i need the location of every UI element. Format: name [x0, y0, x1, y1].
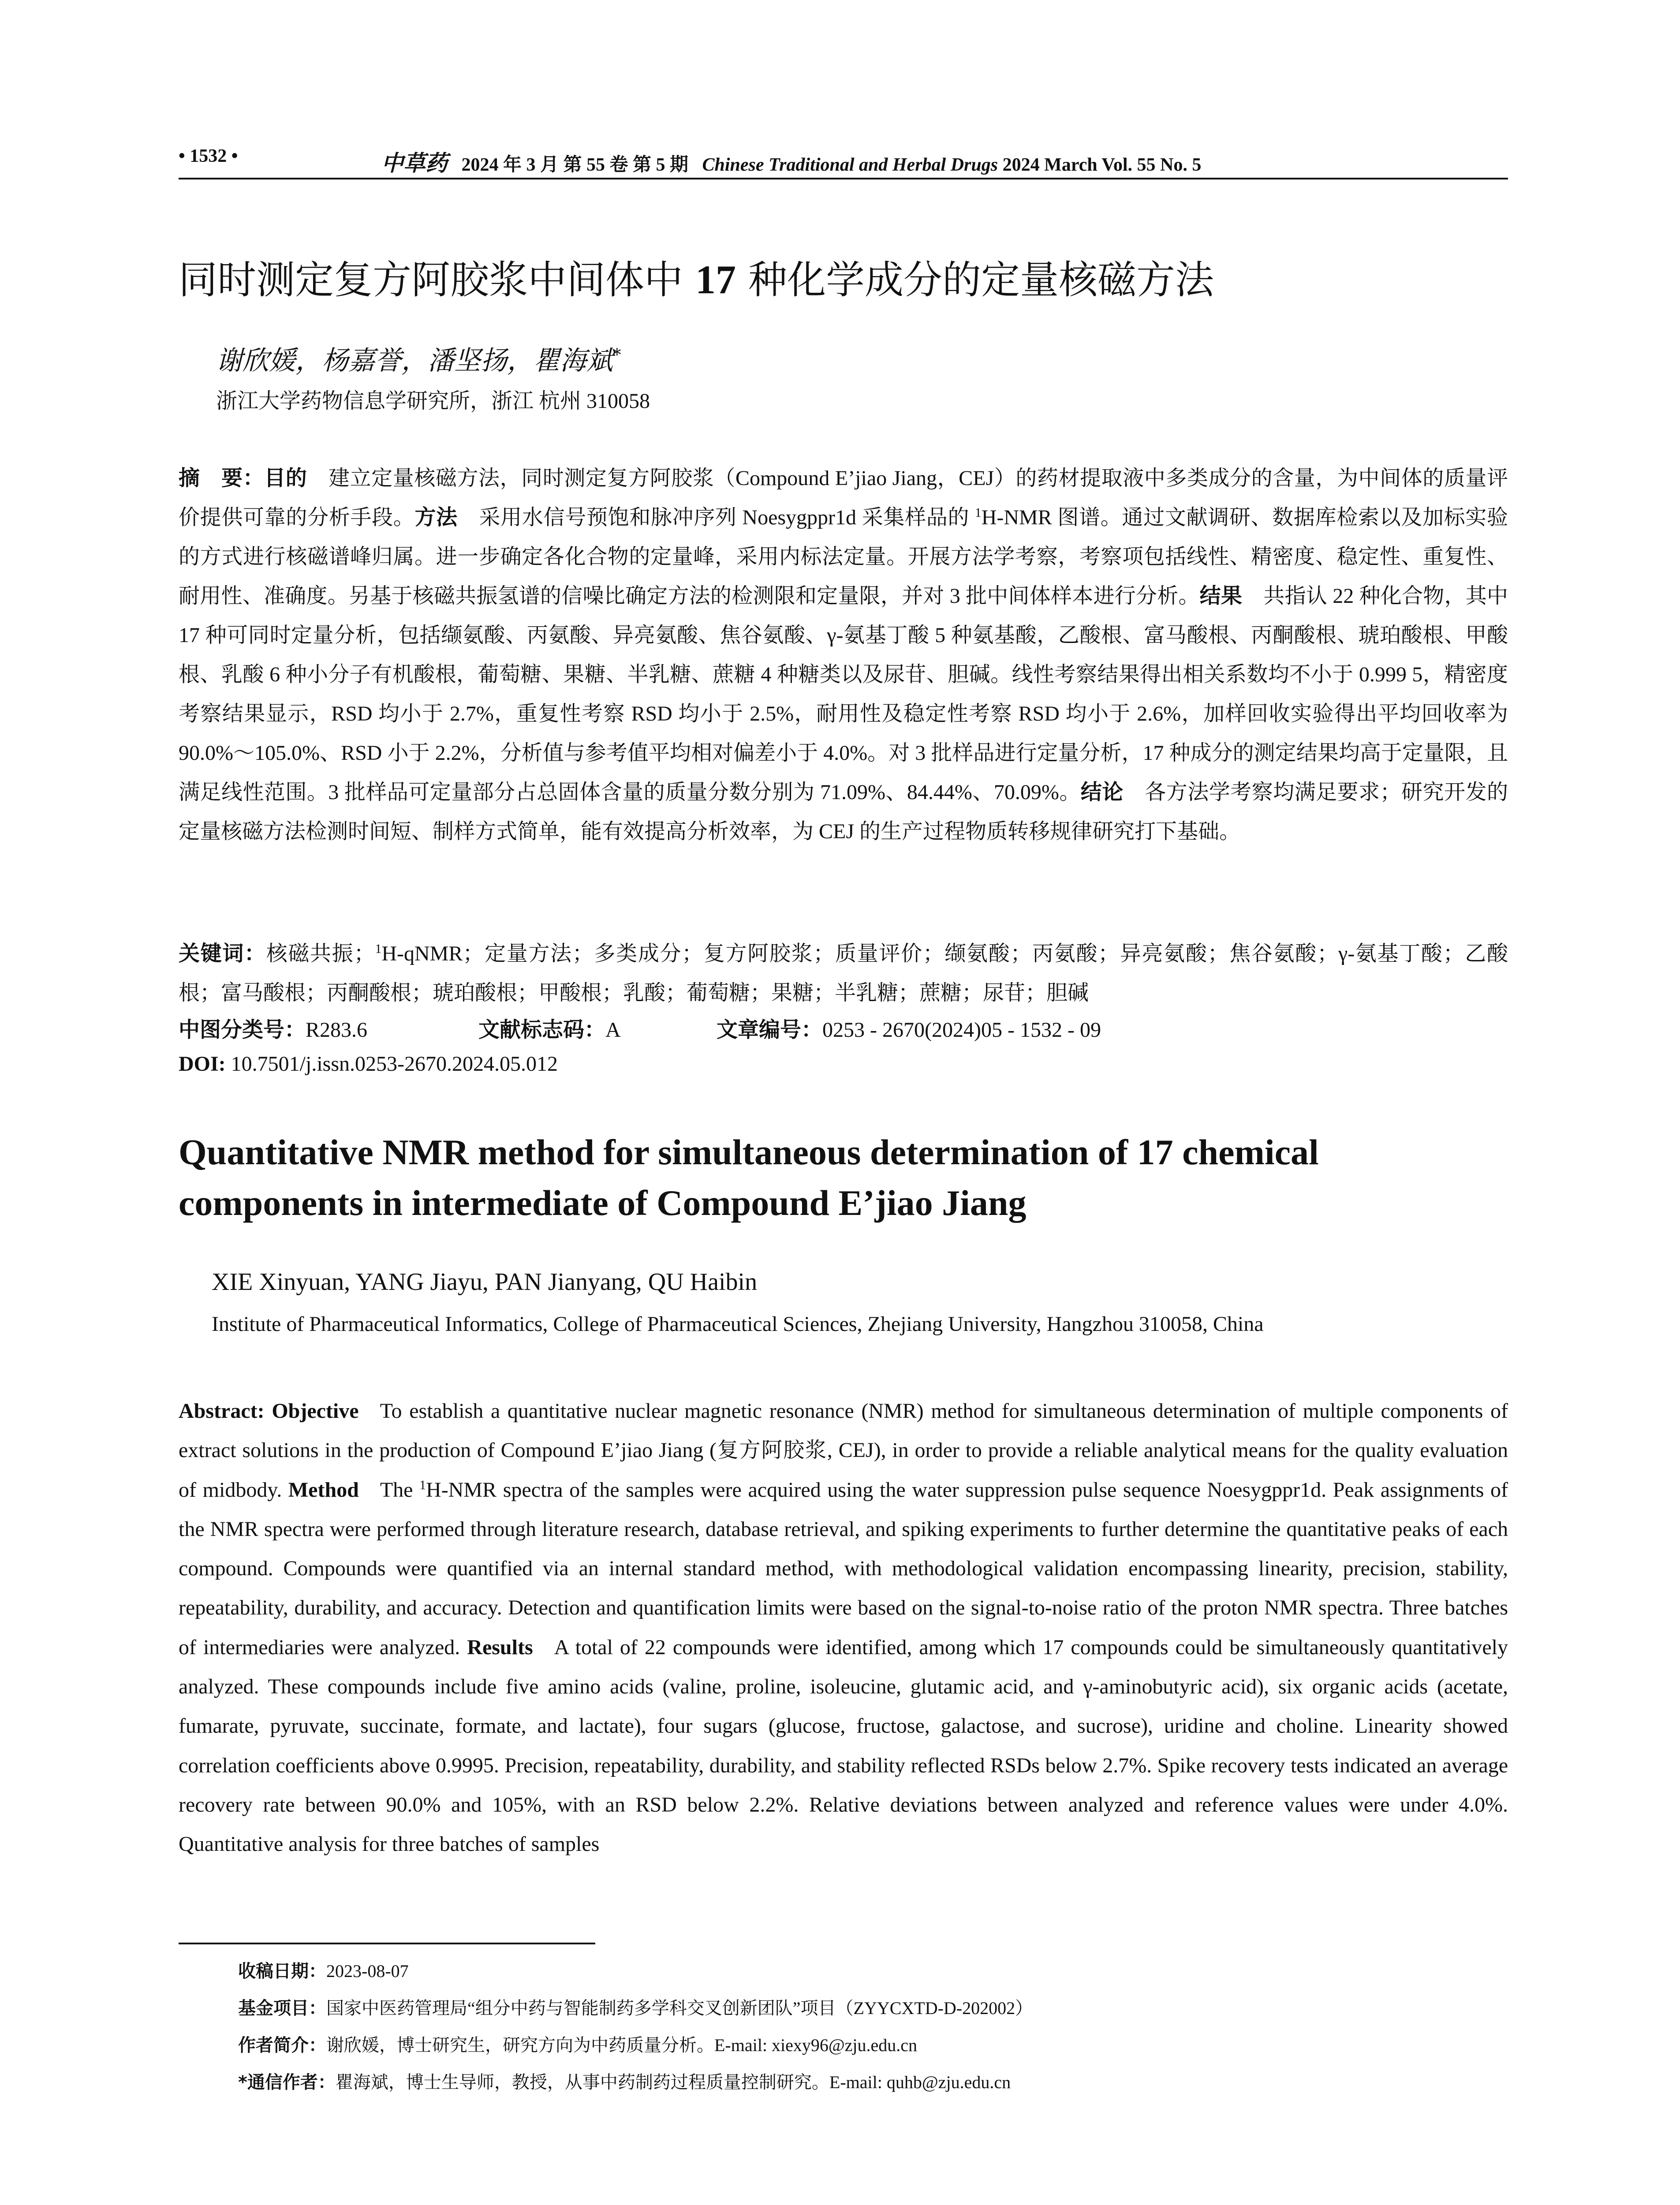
page-number: • 1532 •	[179, 146, 238, 166]
abstract-en: Abstract: Objective To establish a quantitative nuclear magnetic resonance (NMR) method for simultaneous determination of multiple components of extract solutions in the production of Compound E’jiao Jiang (复方阿胶浆, CEJ), in order to provide a reliable analytical means for the quality evaluation of midbody. Method The $^1$H-NMR spectra of the samples were acquired using the water suppression pulse sequence Noesygppr1d. Peak assignments of the NMR spectra were performed through literature research, database retrieval, and spiking experiments to further determine the quantitative peaks of each compound. Compounds were quantified via an internal standard method, with methodological validation encompassing linearity, precision, stability, repeatability, durability, and accuracy. Detection and quantification limits were based on the signal-to-noise ratio of the proton NMR spectra. Three batches of intermediaries were analyzed. Results A total of 22 compounds were identified, among which 17 compounds could be simultaneously quantitatively analyzed. These compounds include five amino acids (valine, proline, isoleucine, glutamic acid, and γ-aminobutyric acid), six organic acids (acetate, fumarate, pyruvate, succinate, formate, and lactate), four sugars (glucose, fructose, galactose, and sucrose), uridine and choline. Linearity showed correlation coefficients above 0.9995. Precision, repeatability, durability, and stability reflected RSDs below 2.7%. Spike recovery tests indicated an average recovery rate between 90.0% and 105%, with an RSD below 2.2%. Relative deviations between analyzed and reference values were under 4.0%. Quantitative analysis for three batches of samples	[179, 1399, 1508, 1856]
authors-en: XIE Xinyuan, YANG Jiayu, PAN Jianyang, QU Haibin	[212, 1268, 758, 1296]
journal-en: Chinese Traditional and Herbal Drugs	[702, 155, 998, 175]
classification-line: 中图分类号：R283.6 文献标志码：A 文章编号：0253 - 2670(2024)05 - 1532 - 09	[179, 1017, 1101, 1042]
header-rule	[179, 178, 1508, 179]
footnote-author: 作者简介：谢欣媛，博士研究生，研究方向为中药质量分析。E-mail: xiexy96@zju.edu.cn	[238, 2035, 918, 2056]
issue-en: 2024 March Vol. 55 No. 5	[1002, 155, 1202, 175]
abstract-cn: 摘 要：目的 建立定量核磁方法，同时测定复方阿胶浆（Compound E’jiao Jiang，CEJ）的药材提取液中多类成分的含量，为中间体的质量评价提供可靠的分析手段。方法 采用水信号预饱和脉冲序列 Noesygppr1d 采集样品的 $^1$H-NMR 图谱。通过文献调研、数据库检索以及加标实验的方式进行核磁谱峰归属。进一步确定各化合物的定量峰，采用内标法定量。开展方法学考察，考察项包括线性、精密度、稳定性、重复性、耐用性、准确度。另基于核磁共振氢谱的信噪比确定方法的检测限和定量限，并对 3 批中间体样本进行分析。结果 共指认 22 种化合物，其中 17 种可同时定量分析，包括缬氨酸、丙氨酸、异亮氨酸、焦谷氨酸、γ-氨基丁酸 5 种氨基酸，乙酸根、富马酸根、丙酮酸根、琥珀酸根、甲酸根、乳酸 6 种小分子有机酸根，葡萄糖、果糖、半乳糖、蔗糖 4 种糖类以及尿苷、胆碱。线性考察结果得出相关系数均不小于 0.999 5，精密度考察结果显示，RSD 均小于 2.7%，重复性考察 RSD 均小于 2.5%，耐用性及稳定性考察 RSD 均小于 2.6%，加样回收实验得出平均回收率为 90.0%～105.0%、RSD 小于 2.2%，分析值与参考值平均相对偏差小于 4.0%。对 3 批样品进行定量分析，17 种成分的测定结果均高于定量限，且满足线性范围。3 批样品可定量部分占总固体含量的质量分数分别为 71.09%、84.44%、70.09%。结论 各方法学考察均满足要求；研究开发的定量核磁方法检测时间短、制样方式简单，能有效提高分析效率，为 CEJ 的生产过程物质转移规律研究打下基础。	[179, 466, 1508, 843]
journal-logo: 中草药	[381, 150, 448, 176]
title-en: Quantitative NMR method for simultaneous determination of 17 chemical components in intermediate of Compound E’jiao Jiang	[179, 1132, 1319, 1223]
footnote-funding: 基金项目：国家中医药管理局“组分中药与智能制药多学科交叉创新团队”项目（ZYYCXTD-D-202002）	[238, 1998, 1033, 2018]
affiliation-en: Institute of Pharmaceutical Informatics, College of Pharmaceutical Sciences, Zhejiang University, Hangzhou 310058, China	[212, 1312, 1264, 1336]
affiliation-cn: 浙江大学药物信息学研究所，浙江 杭州 310058	[216, 389, 650, 413]
title-cn: 同时测定复方阿胶浆中间体中 17 种化学成分的定量核磁方法	[179, 257, 1214, 303]
footnote-corresponding: *通信作者：瞿海斌，博士生导师，教授，从事中药制药过程质量控制研究。E-mail: quhb@zju.edu.cn	[238, 2072, 1011, 2093]
footnote-received: 收稿日期：2023-08-07	[238, 1961, 409, 1981]
doi-link[interactable]: 10.7501/j.issn.0253-2670.2024.05.012	[231, 1052, 558, 1076]
issue-cn: 2024 年 3 月 第 55 卷 第 5 期	[461, 155, 689, 175]
keywords-cn: 关键词：核磁共振；$^1$H-qNMR；定量方法；多类成分；复方阿胶浆；质量评价；缬氨酸；丙氨酸；异亮氨酸；焦谷氨酸；γ-氨基丁酸；乙酸根；富马酸根；丙酮酸根；琥珀酸根；甲酸根；乳酸；葡萄糖；果糖；半乳糖；蔗糖；尿苷；胆碱	[179, 941, 1508, 1005]
doi-line: DOI: 10.7501/j.issn.0253-2670.2024.05.012	[179, 1052, 558, 1076]
running-header	[179, 146, 1508, 176]
abstract-cn-label: 摘 要：	[179, 466, 265, 490]
footnote-rule	[179, 1943, 595, 1944]
journal-line	[381, 146, 1201, 177]
corresponding-mark: *	[613, 345, 621, 364]
authors-cn: 谢欣媛，杨嘉誉，潘坚扬，瞿海斌*	[216, 345, 621, 376]
